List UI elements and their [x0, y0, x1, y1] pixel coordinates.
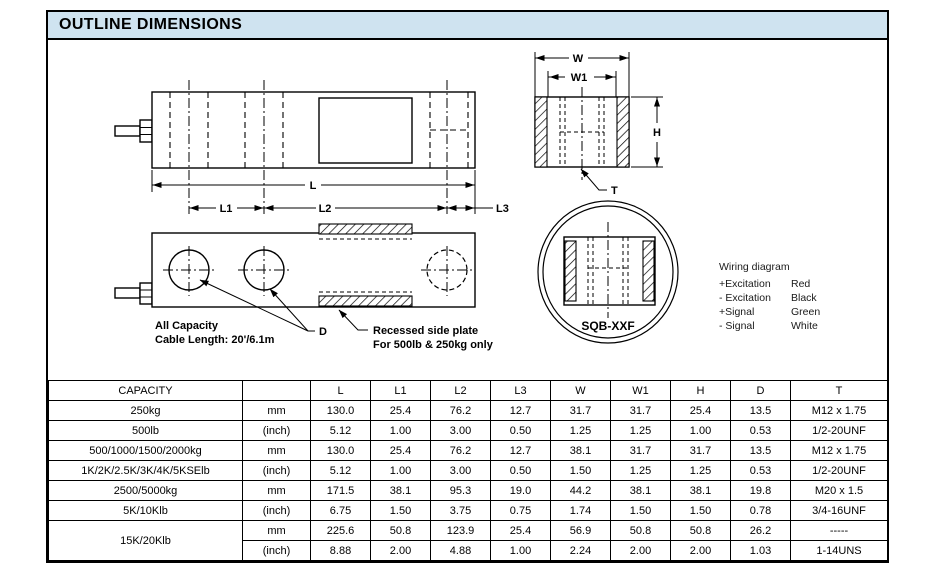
value-cell: 2.00 — [671, 541, 731, 561]
value-cell: 225.6 — [311, 521, 371, 541]
value-cell: 13.5 — [731, 401, 791, 421]
capacity-cell: 250kg — [49, 401, 243, 421]
dim-label-L: L — [309, 180, 317, 192]
plan-view — [115, 224, 494, 351]
value-cell: 8.88 — [311, 541, 371, 561]
cable-connector-nut-plan — [140, 283, 152, 304]
col-header-L: L — [311, 381, 371, 401]
value-cell: 38.1 — [611, 481, 671, 501]
table-header-row — [49, 381, 888, 401]
col-header-W1: W1 — [611, 381, 671, 401]
value-cell: 1.50 — [671, 501, 731, 521]
table-row — [49, 501, 888, 521]
model-label: SQB-XXF — [581, 319, 635, 333]
dim-label-W1: W1 — [570, 72, 588, 84]
value-cell: 1.00 — [671, 421, 731, 441]
value-cell: 26.2 — [731, 521, 791, 541]
capacity-cell: 2500/5000kg — [49, 481, 243, 501]
dimensions-table — [48, 380, 888, 561]
gauge-pocket-window — [319, 98, 412, 163]
table-row — [49, 521, 888, 541]
value-cell: 6.75 — [311, 501, 371, 521]
value-cell: 95.3 — [431, 481, 491, 501]
section-header — [48, 12, 887, 40]
capacity-note-line2: Cable Length: 20'/6.1m — [155, 334, 275, 346]
cable-connector-rod — [115, 126, 140, 136]
value-cell: 25.4 — [371, 401, 431, 421]
value-cell: 130.0 — [311, 401, 371, 421]
wiring-label-exc-plus: +Excitation — [719, 278, 771, 290]
value-cell: 2.00 — [611, 541, 671, 561]
value-cell: 1.00 — [371, 461, 431, 481]
value-cell: 3.00 — [431, 421, 491, 441]
wiring-diagram — [719, 261, 820, 332]
value-cell: 171.5 — [311, 481, 371, 501]
wiring-label-sig-minus: - Signal — [719, 320, 755, 332]
wiring-color-exc-minus: Black — [791, 292, 817, 304]
value-cell: 31.7 — [671, 441, 731, 461]
value-cell: ----- — [791, 521, 888, 541]
capacity-note-line1: All Capacity — [155, 320, 218, 332]
unit-cell: (inch) — [243, 541, 311, 561]
wiring-color-exc-plus: Red — [791, 278, 811, 290]
value-cell: 3/4-16UNF — [791, 501, 888, 521]
value-cell: 130.0 — [311, 441, 371, 461]
value-cell: 1.74 — [551, 501, 611, 521]
value-cell: 0.75 — [491, 501, 551, 521]
datasheet-page — [46, 10, 889, 563]
unit-cell: mm — [243, 401, 311, 421]
value-cell: 19.8 — [731, 481, 791, 501]
value-cell: 123.9 — [431, 521, 491, 541]
value-cell: 50.8 — [611, 521, 671, 541]
capacity-cell: 5K/10Klb — [49, 501, 243, 521]
dim-label-L2: L2 — [318, 203, 332, 215]
value-cell: M12 x 1.75 — [791, 441, 888, 461]
value-cell: 3.00 — [431, 461, 491, 481]
value-cell: M20 x 1.5 — [791, 481, 888, 501]
unit-cell: mm — [243, 481, 311, 501]
value-cell: 50.8 — [671, 521, 731, 541]
recessed-plate-top — [319, 224, 412, 234]
value-cell: 38.1 — [671, 481, 731, 501]
detail-view-circle — [538, 201, 678, 343]
outline-drawing — [48, 40, 887, 380]
length-dimensions — [152, 180, 509, 215]
value-cell: 1.50 — [611, 501, 671, 521]
unit-cell: mm — [243, 441, 311, 461]
value-cell: 56.9 — [551, 521, 611, 541]
dim-label-W: W — [572, 53, 584, 65]
value-cell: 31.7 — [611, 401, 671, 421]
value-cell: 25.4 — [671, 401, 731, 421]
value-cell: 31.7 — [551, 401, 611, 421]
value-cell: 12.7 — [491, 401, 551, 421]
value-cell: 1/2-20UNF — [791, 461, 888, 481]
value-cell: 1.25 — [611, 461, 671, 481]
value-cell: 1/2-20UNF — [791, 421, 888, 441]
value-cell: 1.50 — [551, 461, 611, 481]
value-cell: 31.7 — [611, 441, 671, 461]
dim-label-H: H — [653, 127, 661, 139]
value-cell: 1.50 — [371, 501, 431, 521]
value-cell: 38.1 — [371, 481, 431, 501]
value-cell: 13.5 — [731, 441, 791, 461]
value-cell: 1.00 — [371, 421, 431, 441]
value-cell: 19.0 — [491, 481, 551, 501]
wiring-title: Wiring diagram — [719, 261, 790, 273]
col-header-H: H — [671, 381, 731, 401]
unit-cell: (inch) — [243, 461, 311, 481]
outline-drawing-svg — [48, 40, 887, 380]
value-cell: 2.24 — [551, 541, 611, 561]
value-cell: 0.50 — [491, 421, 551, 441]
value-cell: 50.8 — [371, 521, 431, 541]
value-cell: 76.2 — [431, 401, 491, 421]
cable-connector-rod-plan — [115, 288, 140, 298]
unit-cell: mm — [243, 521, 311, 541]
value-cell: 2.00 — [371, 541, 431, 561]
value-cell: 1.00 — [491, 541, 551, 561]
value-cell: 38.1 — [551, 441, 611, 461]
table-row — [49, 401, 888, 421]
capacity-cell: 500lb — [49, 421, 243, 441]
value-cell: 1.25 — [671, 461, 731, 481]
side-view — [115, 80, 475, 214]
value-cell: 4.88 — [431, 541, 491, 561]
wiring-label-exc-minus: - Excitation — [719, 292, 771, 304]
col-header-L1: L1 — [371, 381, 431, 401]
cable-connector-nut — [140, 120, 152, 142]
value-cell: 0.78 — [731, 501, 791, 521]
col-header-T: T — [791, 381, 888, 401]
dim-label-L3: L3 — [496, 203, 509, 215]
value-cell: 5.12 — [311, 461, 371, 481]
capacity-cell-merged: 15K/20Klb — [49, 521, 243, 561]
recessed-plate-bottom — [319, 296, 412, 306]
value-cell: 0.53 — [731, 421, 791, 441]
value-cell: M12 x 1.75 — [791, 401, 888, 421]
detail-section-body — [564, 237, 655, 305]
table-row — [49, 481, 888, 501]
value-cell: 3.75 — [431, 501, 491, 521]
recessed-note-line2: For 500lb & 250kg only — [373, 339, 493, 351]
value-cell: 76.2 — [431, 441, 491, 461]
loadcell-body-side — [152, 92, 475, 168]
value-cell: 25.4 — [491, 521, 551, 541]
page-title: OUTLINE DIMENSIONS — [59, 16, 243, 33]
col-header-unit — [243, 381, 311, 401]
unit-cell: (inch) — [243, 421, 311, 441]
col-header-W: W — [551, 381, 611, 401]
value-cell: 0.50 — [491, 461, 551, 481]
wiring-label-sig-plus: +Signal — [719, 306, 755, 318]
value-cell: 44.2 — [551, 481, 611, 501]
value-cell: 1-14UNS — [791, 541, 888, 561]
value-cell: 25.4 — [371, 441, 431, 461]
unit-cell: (inch) — [243, 501, 311, 521]
value-cell: 1.25 — [551, 421, 611, 441]
value-cell: 1.25 — [611, 421, 671, 441]
wiring-color-sig-minus: White — [791, 320, 818, 332]
wiring-color-sig-plus: Green — [791, 306, 821, 318]
value-cell: 0.53 — [731, 461, 791, 481]
col-header-D: D — [731, 381, 791, 401]
recessed-note-line1: Recessed side plate — [373, 325, 479, 337]
value-cell: 12.7 — [491, 441, 551, 461]
col-header-L3: L3 — [491, 381, 551, 401]
table-row — [49, 421, 888, 441]
dim-label-D: D — [319, 326, 327, 338]
dim-label-L1: L1 — [219, 203, 233, 215]
capacity-cell: 1K/2K/2.5K/3K/4K/5KSElb — [49, 461, 243, 481]
col-header-capacity: CAPACITY — [49, 381, 243, 401]
table-row — [49, 461, 888, 481]
table-row — [49, 441, 888, 461]
end-view — [535, 52, 663, 197]
col-header-L2: L2 — [431, 381, 491, 401]
capacity-cell: 500/1000/1500/2000kg — [49, 441, 243, 461]
dim-label-T: T — [611, 185, 618, 197]
value-cell: 5.12 — [311, 421, 371, 441]
value-cell: 1.03 — [731, 541, 791, 561]
